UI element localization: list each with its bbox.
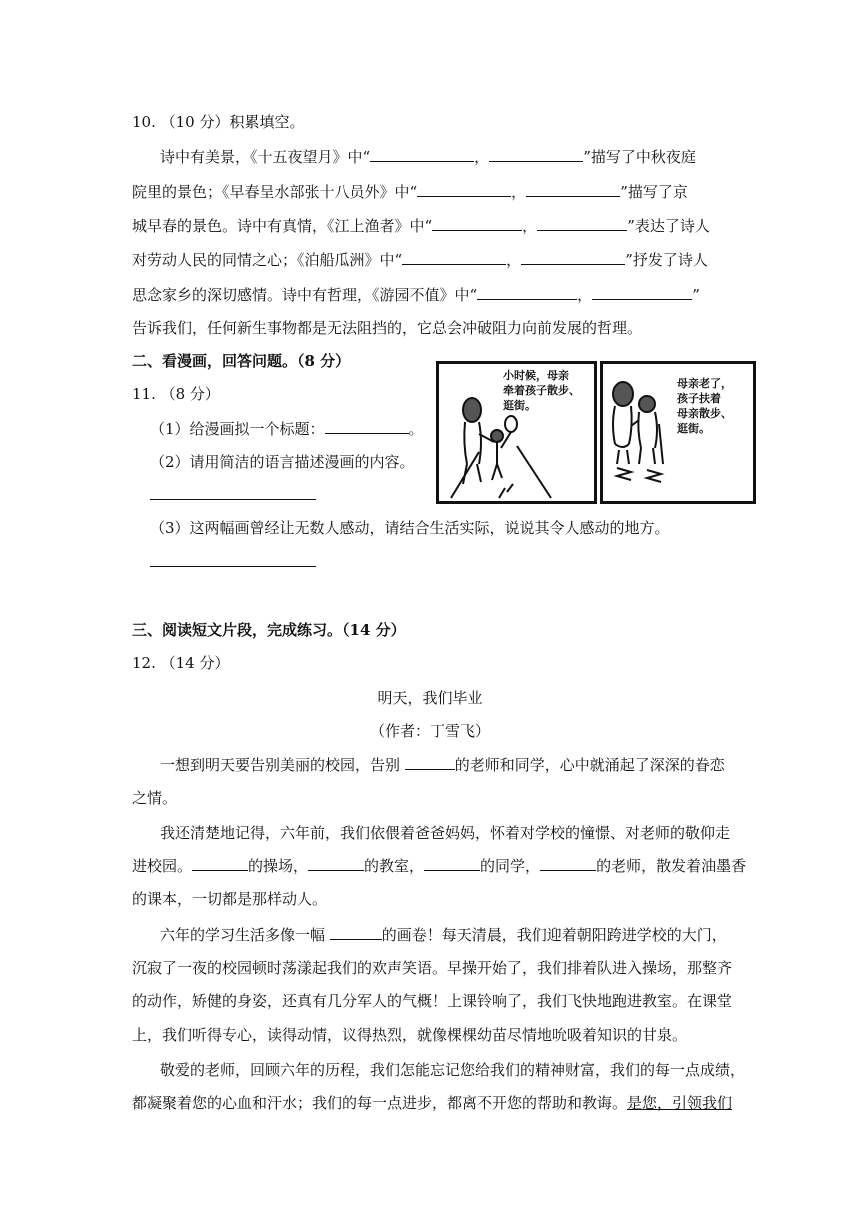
passage-p3-line1: 六年的学习生活多像一幅 的画卷！每天清晨，我们迎着朝阳跨进学校的大门，: [160, 926, 727, 944]
blank-field[interactable]: [370, 147, 474, 162]
comic-caption-old-age: 母亲老了， 孩子扶着 母亲散步、 逛街。: [677, 377, 732, 435]
passage-p4-line2: 都凝聚着您的心血和汗水；我们的每一点进步，都离不开您的帮助和教诲。是您，引领我们: [132, 1094, 733, 1112]
blank-field[interactable]: [417, 182, 511, 197]
blank-field[interactable]: [540, 856, 596, 871]
comic-panel-childhood: [436, 361, 597, 504]
blank-field[interactable]: [405, 755, 455, 770]
q11-sub1: （1）给漫画拟一个标题： 。: [150, 420, 424, 438]
comic-panel-old-age: [600, 361, 756, 504]
blank-field[interactable]: [192, 856, 248, 871]
q10-line-5: 思念家乡的深切感情。诗中有哲理，《游园不值》中“ ， ”: [132, 286, 700, 304]
passage-p1-line1: 一想到明天要告别美丽的校园，告别 的老师和同学，心中就涌起了深深的眷恋: [160, 756, 725, 774]
q12-header: 12. （14 分）: [132, 654, 230, 672]
blank-field[interactable]: [330, 925, 382, 940]
passage-p4-line1: 敬爱的老师，回顾六年的历程，我们怎能忘记您给我们的精神财富，我们的每一点成绩，: [160, 1061, 746, 1079]
blank-field[interactable]: [432, 216, 522, 231]
title-answer-field[interactable]: [325, 419, 409, 434]
passage-p3-line2: 沉寂了一夜的校园顿时荡漾起我们的欢声笑语。早操开始了，我们排着队进入操场，那整齐: [132, 959, 733, 977]
q11-header: 11. （8 分）: [132, 385, 220, 403]
passage-title: 明天，我们毕业: [377, 689, 483, 707]
blank-field[interactable]: [489, 147, 583, 162]
q10-header: 10. （10 分）积累填空。: [132, 113, 305, 131]
blank-field[interactable]: [537, 216, 627, 231]
blank-field[interactable]: [424, 856, 480, 871]
q10-line-4: 对劳动人民的同情之心；《泊船瓜洲》中“ ， ”抒发了诗人: [132, 251, 708, 269]
passage-p2-line1: 我还清楚地记得，六年前，我们依偎着爸爸妈妈，怀着对学校的憧憬、对老师的敬仰走: [160, 824, 731, 842]
blank-field[interactable]: [308, 856, 364, 871]
comic-caption-childhood: 小时候，母亲 牵着孩子散步、 逛街。: [503, 369, 580, 412]
passage-p1-line2: 之情。: [132, 789, 178, 807]
blank-field[interactable]: [402, 250, 506, 265]
section-3-title: 三、阅读短文片段，完成练习。（14 分）: [132, 621, 406, 639]
answer-line[interactable]: [150, 566, 316, 567]
blank-field[interactable]: [477, 285, 577, 300]
blank-field[interactable]: [526, 182, 620, 197]
q11-sub2: （2）请用简洁的语言描述漫画的内容。: [150, 453, 415, 471]
underlined-sentence: 是您，引领我们: [627, 1094, 733, 1112]
q10-line-6: 告诉我们，任何新生事物都是无法阻挡的，它总会冲破阻力向前发展的哲理。: [132, 319, 643, 337]
passage-author: （作者：丁雪飞）: [369, 722, 490, 740]
q10-line-1: 诗中有美景，《十五夜望月》中“ ， ”描写了中秋夜庭: [160, 148, 696, 166]
q11-sub3: （3）这两幅画曾经让无数人感动，请结合生活实际，说说其令人感动的地方。: [150, 519, 670, 537]
blank-field[interactable]: [521, 250, 625, 265]
passage-p2-line2: 进校园。 的操场， 的教室， 的同学， 的老师，散发着油墨香: [132, 857, 747, 875]
answer-line[interactable]: [150, 499, 316, 500]
section-2-title: 二、看漫画，回答问题。（8 分）: [132, 352, 351, 370]
passage-p3-line3: 的动作，矫健的身姿，还真有几分军人的气概！上课铃响了，我们飞快地跑进教室。在课堂: [132, 992, 733, 1010]
q10-line-3: 城早春的景色。诗中有真情，《江上渔者》中“ ， ”表达了诗人: [132, 217, 710, 235]
passage-p3-line4: 上，我们听得专心，读得动情，议得热烈，就像棵棵幼苗尽情地吮吸着知识的甘泉。: [132, 1026, 688, 1044]
q10-line-2: 院里的景色；《早春呈水部张十八员外》中“ ， ”描写了京: [132, 183, 688, 201]
passage-p2-line3: 的课本，一切都是那样动人。: [132, 890, 328, 908]
blank-field[interactable]: [592, 285, 692, 300]
